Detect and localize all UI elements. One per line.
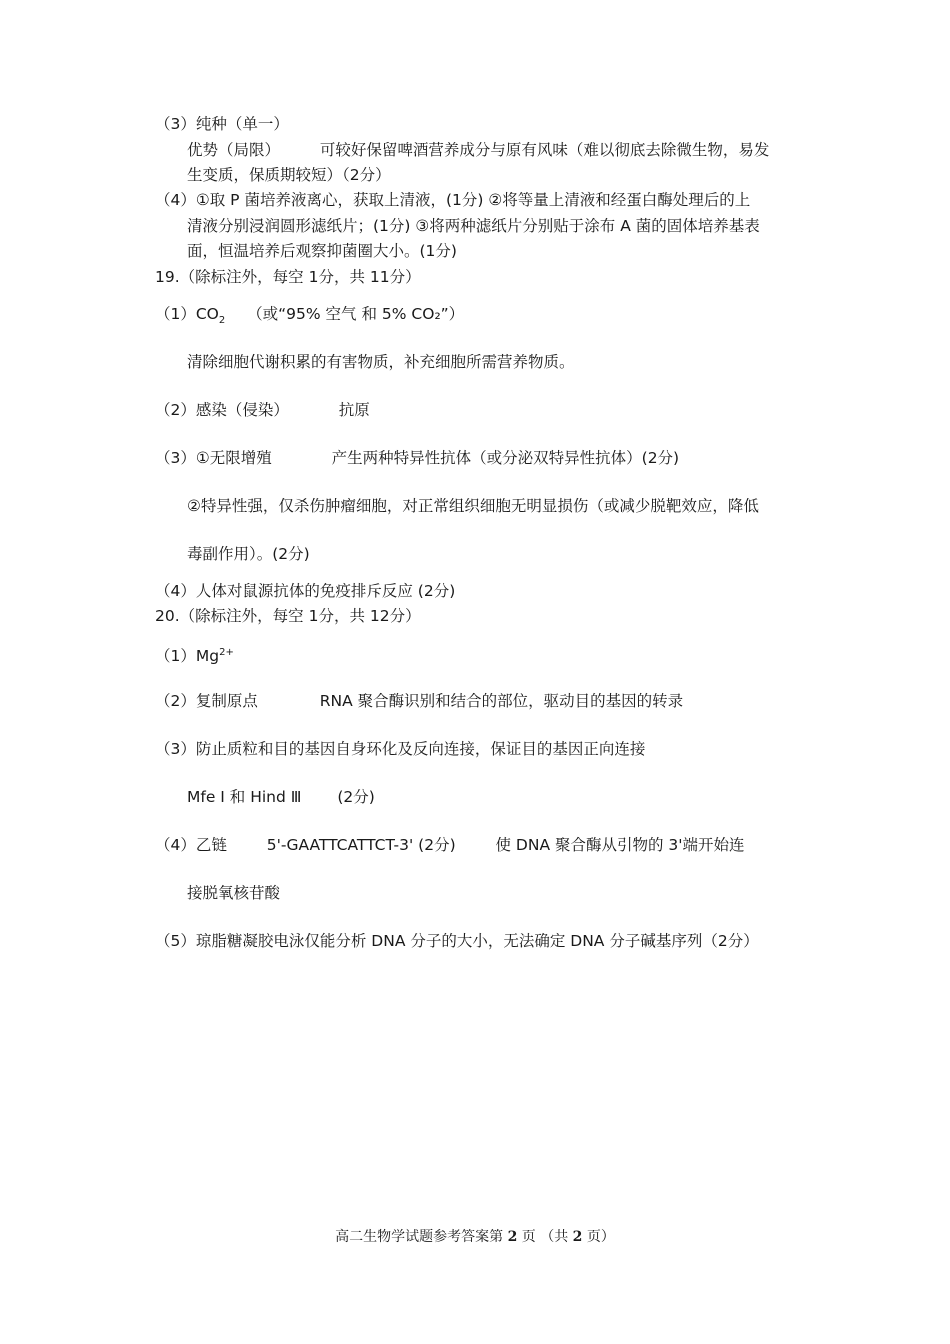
answer-text: （1）Mg (155, 647, 220, 666)
answer-20-2 (155, 691, 683, 711)
answer-text: 产生两种特异性抗体（或分泌双特异性抗体）(2分) (331, 449, 680, 467)
answer-text: （2）感染（侵染） (155, 401, 289, 419)
footer-total-pages: 2 (572, 1229, 583, 1245)
answer-text: 清液分别浸润圆形滤纸片；(1分) ③将两种滤纸片分别贴于涂布 A 菌的固体培养基表 (187, 217, 760, 235)
footer-mid: 页 （共 (521, 1229, 569, 1245)
answer-text: （3）纯种（单一） (155, 115, 289, 133)
answer-19-3-line2 (187, 496, 759, 516)
answer-18-3-line1 (155, 114, 289, 134)
question-20-header (155, 606, 421, 626)
answer-20-4-line2 (187, 883, 280, 903)
answer-text: （2）复制原点 (155, 692, 258, 710)
footer-suffix: 页） (586, 1229, 615, 1245)
superscript: 2+ (219, 647, 234, 658)
answer-text: （5）琼脂糖凝胶电泳仅能分析 DNA 分子的大小，无法确定 DNA 分子碱基序列（2分） (155, 932, 759, 950)
answer-text: 清除细胞代谢积累的有害物质，补充细胞所需营养物质。 (187, 353, 575, 371)
answer-18-3-line3 (187, 165, 391, 185)
footer-prefix: 高二生物学试题参考答案第 (335, 1229, 504, 1245)
answer-19-1-line2 (187, 352, 575, 372)
answer-text: ②特异性强，仅杀伤肿瘤细胞，对正常组织细胞无明显损伤（或减少脱靶效应，降低 (187, 497, 759, 515)
answer-text: 5'-GAATTCATTCT-3' (2分) (266, 836, 456, 854)
question-heading: 19.（除标注外，每空 1分，共 11分） (155, 268, 421, 286)
answer-20-5 (155, 931, 759, 951)
answer-18-4-line1 (155, 190, 750, 210)
answer-text: 优势（局限） (187, 141, 281, 159)
answer-text: （1）CO (155, 305, 219, 323)
answer-20-3-line2 (187, 787, 375, 807)
question-heading: 20.（除标注外，每空 1分，共 12分） (155, 607, 421, 625)
answer-19-4 (155, 581, 455, 601)
answer-19-3-line1 (155, 448, 679, 468)
answer-text: （4）人体对鼠源抗体的免疫排斥反应 (2分) (155, 582, 456, 600)
answer-20-4-line1 (155, 835, 745, 855)
answer-18-4-line2 (187, 216, 760, 236)
answer-text: 抗原 (338, 401, 370, 419)
answer-18-4-line3 (187, 241, 457, 261)
answer-18-3-line2 (187, 140, 769, 160)
answer-text: (2分) (337, 788, 375, 806)
answer-text: （3）①无限增殖 (155, 449, 272, 467)
answer-text: 可较好保留啤酒营养成分与原有风味（难以彻底去除微生物，易发 (319, 141, 770, 159)
page-footer (0, 1226, 950, 1246)
answer-text: 接脱氧核苷酸 (187, 884, 281, 902)
answer-20-3-line1 (155, 739, 645, 759)
answer-text: RNA 聚合酶识别和结合的部位，驱动目的基因的转录 (319, 692, 684, 710)
question-19-header (155, 267, 421, 287)
answer-text: 毒副作用）。(2分) (187, 545, 310, 563)
answer-text: （4）乙链 (155, 836, 227, 854)
answer-text: Mfe Ⅰ 和 Hind Ⅲ (187, 788, 302, 806)
answer-text: 生变质，保质期较短）（2分） (187, 166, 391, 184)
answer-20-1 (155, 643, 234, 666)
answer-text: 面，恒温培养后观察抑菌圈大小。(1分) (187, 242, 457, 260)
answer-19-3-line3 (187, 544, 310, 564)
answer-19-1-line1 (155, 304, 464, 331)
subscript: 2 (218, 315, 226, 327)
answer-text: （3）防止质粒和目的基因自身环化及反向连接，保证目的基因正向连接 (155, 740, 646, 758)
answer-text: （或“95% 空气 和 5% CO₂”） (247, 305, 465, 323)
answer-text: 使 DNA 聚合酶从引物的 3'端开始连 (495, 836, 745, 854)
footer-page-number: 2 (507, 1229, 518, 1245)
answer-19-2 (155, 400, 370, 420)
answer-text: （4）①取 P 菌培养液离心，获取上清液，(1分) ②将等量上清液和经蛋白酶处理后的上 (155, 191, 751, 209)
